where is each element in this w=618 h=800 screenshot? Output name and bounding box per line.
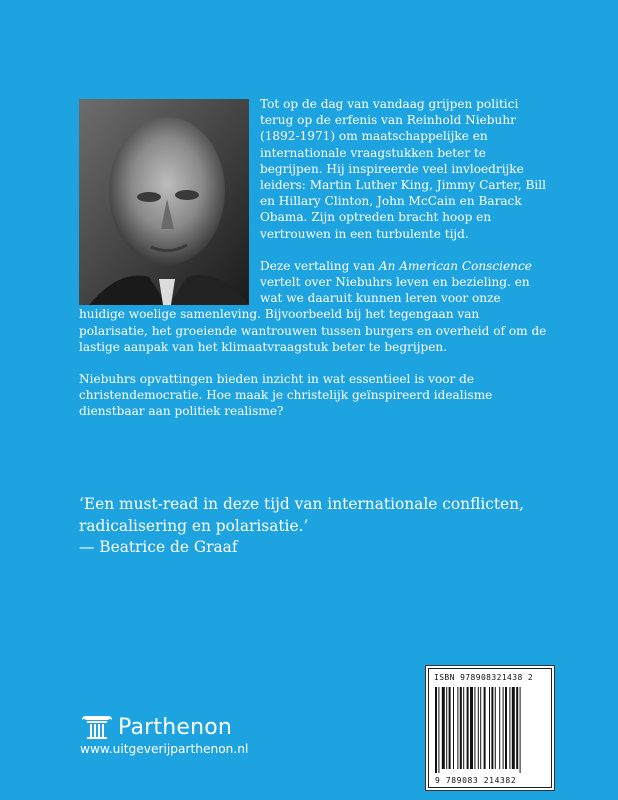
paragraph-translation-suffix: vertelt over Niebuhrs leven en bezieling. en wat we daaruit kunnen leren voor onze huidige woelige samenleving. Bijvoorbeeld bij het tegengaan van polarisatie, het groeiende wantrouwen tussen burgers en overheid of om de lastige aanpak van het klimaatvraagstuk beter te begrijpen. — [79, 275, 547, 354]
book-title: An American Conscience — [378, 258, 532, 273]
barcode-bar — [503, 687, 504, 769]
barcode-bar — [467, 687, 469, 769]
barcode-bar — [435, 687, 437, 773]
quote-attribution: — Beatrice de Graaf — [79, 538, 238, 556]
barcode-bar — [446, 687, 447, 769]
quote-line-1: ‘Een must-read in deze tijd van internationale conflicten, — [79, 495, 524, 513]
barcode-bar — [516, 687, 518, 769]
barcode-bar — [512, 687, 515, 769]
barcode-bar — [438, 687, 439, 773]
isbn-label: ISBN 978908321438 2 — [434, 673, 534, 682]
barcode-bar — [495, 687, 496, 769]
barcode-bar — [491, 687, 493, 769]
barcode-bar — [489, 687, 490, 769]
barcode-bar — [480, 687, 481, 769]
barcode-bar — [509, 687, 510, 769]
barcode-bar — [460, 687, 462, 769]
publisher-logo — [80, 713, 232, 741]
barcode — [425, 665, 555, 791]
column-icon — [80, 714, 114, 740]
barcode-bar — [442, 687, 445, 769]
barcode-bar — [457, 687, 458, 769]
barcode-bars — [433, 687, 547, 773]
barcode-bar — [463, 687, 464, 769]
barcode-digits: 9 789083 214382 — [435, 776, 517, 785]
paragraph-insight: Niebuhrs opvattingen bieden inzicht in wat essentieel is voor de christendemocratie. Hoe maak je christelijk geïnspireerd idealisme dienstbaar aan politiek realisme? — [79, 372, 493, 419]
publisher-name: Parthenon — [118, 714, 233, 740]
publisher-website: www.uitgeverijparthenon.nl — [80, 742, 249, 756]
paragraph-translation-prefix: Deze vertaling van — [260, 258, 379, 273]
endorsement-quote — [79, 494, 559, 559]
barcode-bar — [470, 687, 473, 769]
quote-line-2: radicalisering en polarisatie.’ — [79, 516, 309, 535]
barcode-bar — [505, 687, 507, 769]
barcode-bar — [453, 687, 454, 769]
barcode-bar — [474, 687, 475, 769]
barcode-bar — [520, 687, 521, 773]
barcode-bar — [499, 687, 500, 769]
barcode-bar — [449, 687, 451, 769]
description-text — [79, 96, 547, 436]
paragraph-intro: Tot op de dag van vandaag grijpen politici terug op de erfenis van Reinhold Niebuhr (1892-1971) om maatschappelijke en internationale vraagstukken beter te begrijpen. Hij inspireerde veel invloedrijke leiders: Martin Luther King, Jimmy Carter, Bill en Hillary Clinton, John McCain en Barack Obama. Zijn optreden bracht hoop en vertrouwen in een turbulente tijd. — [260, 97, 547, 241]
barcode-bar — [484, 687, 486, 769]
barcode-bar — [478, 687, 479, 769]
